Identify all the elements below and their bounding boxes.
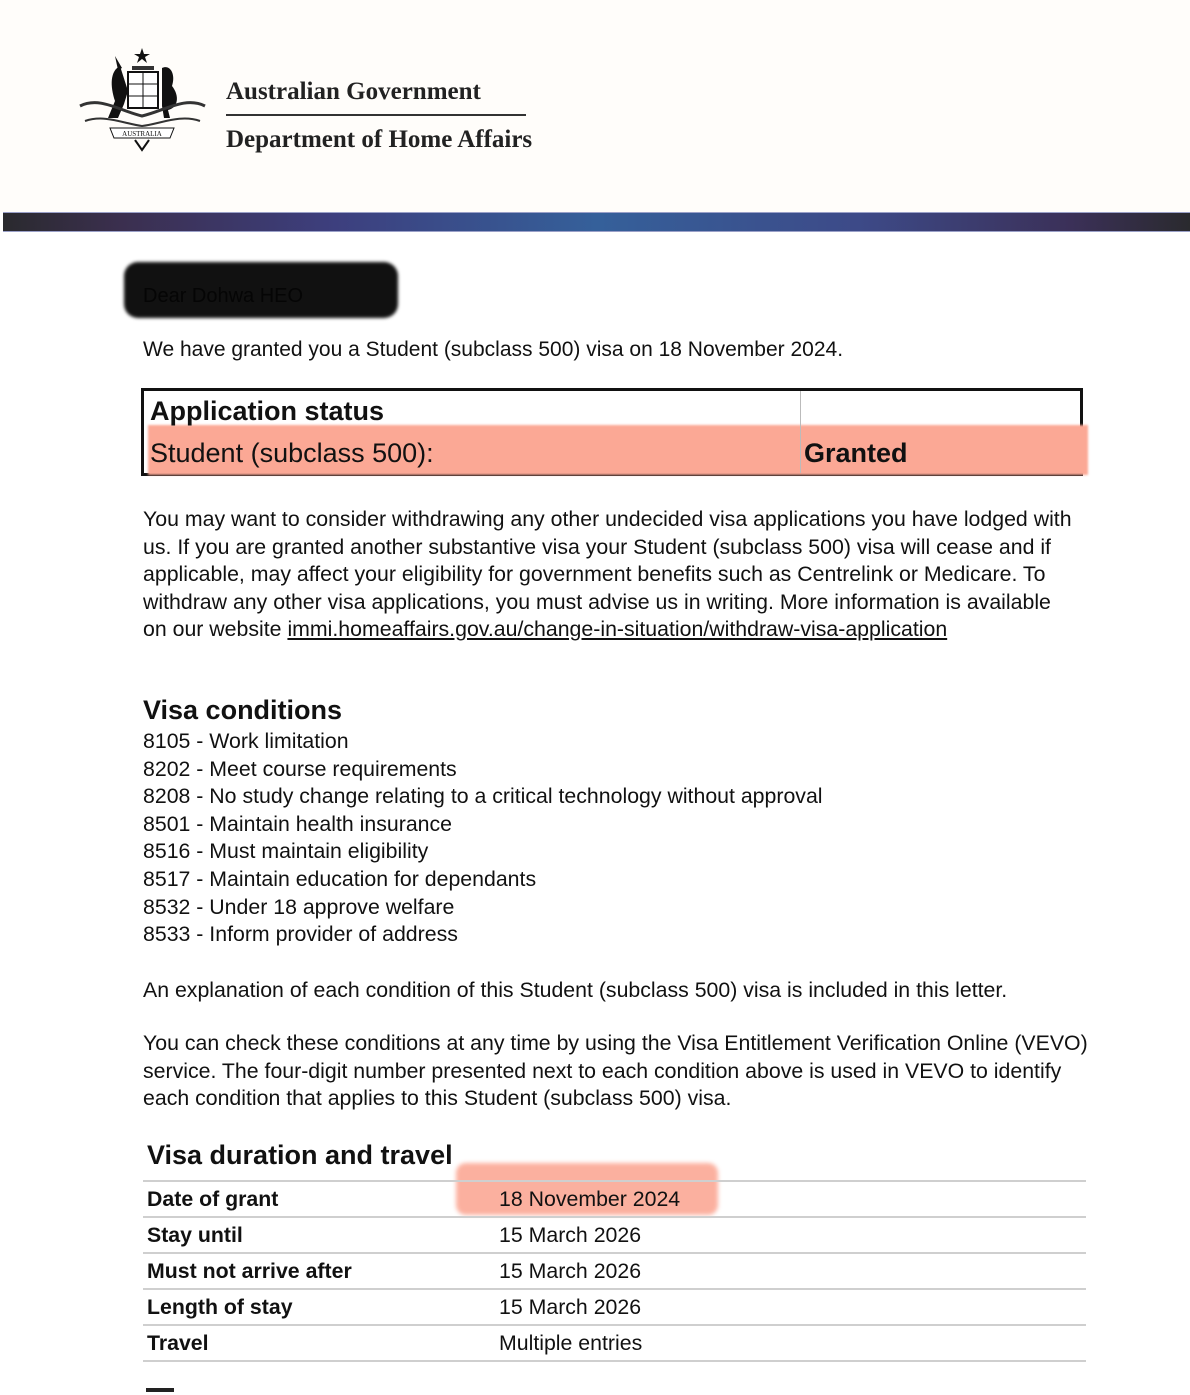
- department-name: Department of Home Affairs: [226, 126, 533, 153]
- condition-item: 8202 - Meet course requirements: [143, 756, 457, 781]
- table-row: [143, 1289, 1086, 1325]
- table-row: [143, 1325, 1086, 1361]
- column-divider: [800, 391, 801, 473]
- condition-item: 8532 - Under 18 approve welfare: [143, 894, 455, 919]
- application-status-box: [141, 388, 1083, 476]
- table-row: [143, 1253, 1086, 1289]
- divider: [226, 114, 526, 116]
- row-label: Date of grant: [143, 1181, 495, 1217]
- table-row: [143, 1217, 1086, 1253]
- conditions-explanation: An explanation of each condition of this Student (subclass 500) visa is included in this letter.: [143, 978, 1008, 1002]
- duration-table: [143, 1180, 1086, 1362]
- row-label: Must not arrive after: [143, 1253, 495, 1289]
- row-label: Stay until: [143, 1217, 495, 1253]
- vevo-paragraph: You can check these conditions at any time by using the Visa Entitlement Verification Online (VEVO) service. The four-digit number presented next to each condition above is used in VEVO to identify each condition that applies to this Student (subclass 500) visa.: [143, 1031, 1088, 1110]
- coat-of-arms-logo: [70, 46, 215, 156]
- cutoff-text-fragment: [146, 1388, 174, 1392]
- conditions-list: [143, 728, 823, 949]
- condition-item: 8533 - Inform provider of address: [143, 922, 458, 947]
- status-badge: Granted: [804, 438, 908, 468]
- row-value: 18 November 2024: [495, 1181, 1086, 1217]
- condition-item: 8501 - Maintain health insurance: [143, 811, 453, 836]
- row-value: 15 March 2026: [495, 1289, 1086, 1325]
- withdraw-paragraph: [143, 506, 1073, 644]
- condition-item: 8517 - Maintain education for dependants: [143, 866, 537, 891]
- row-label: Travel: [143, 1325, 495, 1361]
- crest-motto: AUSTRALIA: [122, 130, 162, 138]
- row-value: 15 March 2026: [495, 1253, 1086, 1289]
- condition-item: 8105 - Work limitation: [143, 729, 349, 753]
- letterhead: [0, 0, 1190, 212]
- visa-conditions-heading: Visa conditions: [143, 695, 343, 725]
- table-row: [143, 1181, 1086, 1217]
- status-visa-label: Student (subclass 500):: [150, 438, 434, 468]
- withdraw-text: You may want to consider withdrawing any other undecided visa applications you have lodged with us. If you are granted another substantive visa your Student (subclass 500) visa will cease and if applicable, may affect your eligibility for government benefits such as Centrelink or Medicare. To withdraw any other visa applications, you must advise us in writing. More information is available on our website: [143, 507, 1072, 641]
- row-label: Length of stay: [143, 1289, 495, 1325]
- withdraw-link[interactable]: immi.homeaffairs.gov.au/change-in-situation/withdraw-visa-application: [287, 617, 948, 641]
- condition-item: 8208 - No study change relating to a critical technology without approval: [143, 784, 823, 809]
- visa-duration-heading: Visa duration and travel: [147, 1140, 453, 1170]
- row-value: Multiple entries: [495, 1325, 1086, 1361]
- status-title: Application status: [150, 396, 385, 426]
- condition-item: 8516 - Must maintain eligibility: [143, 839, 429, 864]
- salutation: Dear Dohwa HEO: [143, 285, 304, 307]
- government-name: Australian Government: [226, 78, 481, 105]
- grant-intro: We have granted you a Student (subclass 500) visa on 18 November 2024.: [143, 338, 844, 361]
- header-band: [3, 212, 1190, 232]
- row-value: 15 March 2026: [495, 1217, 1086, 1253]
